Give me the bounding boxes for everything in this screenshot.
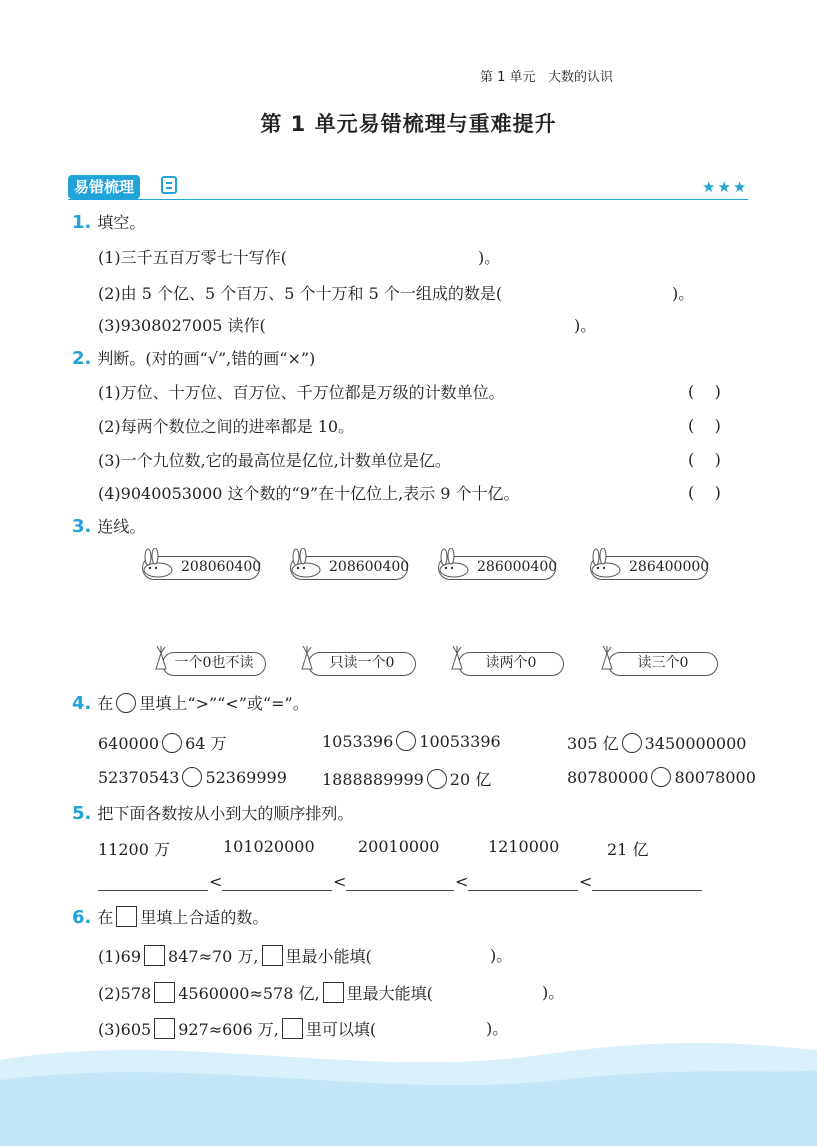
q2-item-3: (3)一个九位数,它的最高位是亿位,计数单位是亿。 — [98, 451, 451, 470]
answer-blank[interactable] — [222, 890, 332, 891]
compare-right: 64 万 — [185, 734, 227, 753]
bunny-icon — [432, 548, 472, 578]
carrot-icon — [448, 645, 466, 671]
square-blank-icon — [116, 906, 137, 927]
q2-item-1: (1)万位、十万位、百万位、千万位都是万级的计数单位。 — [98, 383, 505, 402]
section-label: 易错梳理 — [68, 175, 140, 199]
q3-number: 3. — [72, 516, 92, 537]
footer-wave — [0, 1010, 817, 1146]
compare-1 — [98, 731, 227, 754]
carrot-icon — [298, 645, 316, 671]
q2-number: 2. — [72, 348, 92, 369]
compare-right: 80078000 — [674, 768, 756, 787]
compare-circle[interactable] — [396, 731, 416, 751]
q6-text: (2)578 — [98, 984, 152, 1003]
number-card-4[interactable]: 286400000 — [590, 556, 708, 580]
compare-circle[interactable] — [182, 767, 202, 787]
number-card-2[interactable]: 208600400 — [290, 556, 408, 580]
answer-paren-2[interactable]: ( ) — [688, 416, 721, 435]
q6-text: (1)69 — [98, 947, 142, 966]
carrot-icon — [598, 645, 616, 671]
q6-item-1-end: )。 — [490, 946, 513, 965]
q6-title-pre: 在 — [97, 908, 114, 927]
q4-title-post: 里填上“>”“<”或“=”。 — [139, 694, 309, 713]
q6-text: 里可以填( — [305, 1020, 377, 1039]
q5-number: 5. — [72, 803, 92, 824]
compare-circle[interactable] — [162, 733, 182, 753]
answer-paren-3[interactable]: ( ) — [688, 450, 721, 469]
q1-item-3 — [98, 315, 266, 337]
digit-box[interactable] — [154, 982, 175, 1003]
square-ref-icon — [262, 945, 283, 966]
answer-blank[interactable] — [468, 890, 578, 891]
number-card-3[interactable]: 286000400 — [438, 556, 556, 580]
q6-item-1 — [98, 945, 372, 968]
circle-blank-icon — [116, 693, 136, 713]
answer-paren-1[interactable]: ( ) — [688, 382, 721, 401]
q6-text: 927≈606 万, — [178, 1020, 279, 1039]
less-than: < — [209, 872, 223, 891]
compare-5 — [322, 767, 491, 790]
q6-text: 里最小能填( — [285, 947, 372, 966]
q5-heading — [72, 803, 353, 825]
compare-left: 52370543 — [98, 768, 180, 787]
q6-item-2-end: )。 — [542, 983, 565, 1002]
q6-title-post: 里填上合适的数。 — [140, 908, 269, 927]
q5-number-4: 1210000 — [488, 837, 560, 856]
answer-paren-4[interactable]: ( ) — [688, 483, 721, 502]
compare-circle[interactable] — [427, 769, 447, 789]
q6-heading — [72, 906, 268, 929]
q1-heading — [72, 212, 145, 234]
q4-number: 4. — [72, 693, 92, 714]
q1-title: 填空。 — [97, 213, 146, 232]
q2-item-4: (4)9040053000 这个数的“9”在十亿位上,表示 9 个十亿。 — [98, 484, 520, 503]
q3-heading — [72, 516, 145, 538]
compare-left: 1053396 — [322, 732, 394, 751]
q6-text: 847≈70 万, — [168, 947, 259, 966]
less-than: < — [579, 872, 593, 891]
q1-item-2-end: )。 — [672, 284, 695, 303]
q2-item-2: (2)每两个数位之间的进率都是 10。 — [98, 417, 355, 436]
reading-card-1[interactable]: 一个0也不读 — [162, 652, 266, 676]
q5-number-3: 20010000 — [358, 837, 440, 856]
q1-item-1-end: )。 — [478, 248, 501, 267]
unit-name: 大数的认识 — [547, 70, 613, 85]
q2-title: 判断。(对的画“√”,错的画“×”) — [97, 349, 316, 368]
unit-number: 第 1 单元 — [480, 70, 536, 85]
compare-right: 52369999 — [205, 768, 287, 787]
compare-3 — [567, 731, 746, 754]
q6-text: 4560000≈578 亿, — [178, 984, 320, 1003]
q6-item-3-end: )。 — [486, 1019, 509, 1038]
compare-left: 640000 — [98, 734, 160, 753]
q1-item-1-text: (1)三千五百万零七十写作( — [98, 248, 287, 267]
q5-number-5: 21 亿 — [607, 840, 649, 859]
reading-card-2[interactable]: 只读一个0 — [308, 652, 416, 676]
compare-left: 305 亿 — [567, 734, 619, 753]
digit-box[interactable] — [144, 945, 165, 966]
q1-item-2 — [98, 283, 502, 305]
compare-2 — [322, 731, 501, 751]
bunny-icon — [584, 548, 624, 578]
q5-number-1: 11200 万 — [98, 840, 170, 859]
carrot-icon — [152, 645, 170, 671]
compare-left: 80780000 — [567, 768, 649, 787]
bunny-icon — [136, 548, 176, 578]
q1-item-2-text: (2)由 5 个亿、5 个百万、5 个十万和 5 个一组成的数是( — [98, 284, 503, 303]
notes-icon — [161, 176, 177, 194]
q6-item-2 — [98, 982, 433, 1005]
q4-heading — [72, 693, 309, 715]
q1-number: 1. — [72, 212, 92, 233]
less-than: < — [455, 872, 469, 891]
bunny-icon — [284, 548, 324, 578]
compare-left: 1888889999 — [322, 770, 424, 789]
reading-card-3[interactable]: 读两个0 — [458, 652, 564, 676]
running-header — [480, 66, 613, 85]
q1-item-3-end: )。 — [574, 316, 597, 335]
q6-number: 6. — [72, 907, 92, 928]
q5-number-2: 101020000 — [223, 837, 315, 856]
compare-circle[interactable] — [622, 733, 642, 753]
compare-right: 10053396 — [419, 732, 501, 751]
page-title: 第 1 单元易错梳理与重难提升 — [260, 112, 557, 136]
compare-circle[interactable] — [651, 767, 671, 787]
compare-4 — [98, 767, 287, 787]
q3-title: 连线。 — [97, 517, 146, 536]
q6-text: (3)605 — [98, 1020, 152, 1039]
q4-title-pre: 在 — [97, 694, 114, 713]
q2-heading — [72, 348, 315, 370]
answer-blank[interactable] — [98, 890, 208, 891]
compare-6 — [567, 767, 756, 787]
number-card-1[interactable]: 208060400 — [142, 556, 260, 580]
square-ref-icon — [323, 982, 344, 1003]
q1-item-1 — [98, 247, 287, 269]
q5-title: 把下面各数按从小到大的顺序排列。 — [97, 804, 354, 823]
q6-text: 里最大能填( — [346, 984, 433, 1003]
less-than: < — [333, 872, 347, 891]
compare-right: 20 亿 — [449, 770, 492, 789]
compare-right: 3450000000 — [644, 734, 747, 753]
answer-blank[interactable] — [346, 890, 454, 891]
answer-blank[interactable] — [592, 890, 702, 891]
section-divider — [68, 199, 748, 200]
reading-card-4[interactable]: 读三个0 — [608, 652, 718, 676]
difficulty-stars: ★★★ — [702, 178, 749, 196]
q1-item-3-text: (3)9308027005 读作( — [98, 316, 266, 335]
